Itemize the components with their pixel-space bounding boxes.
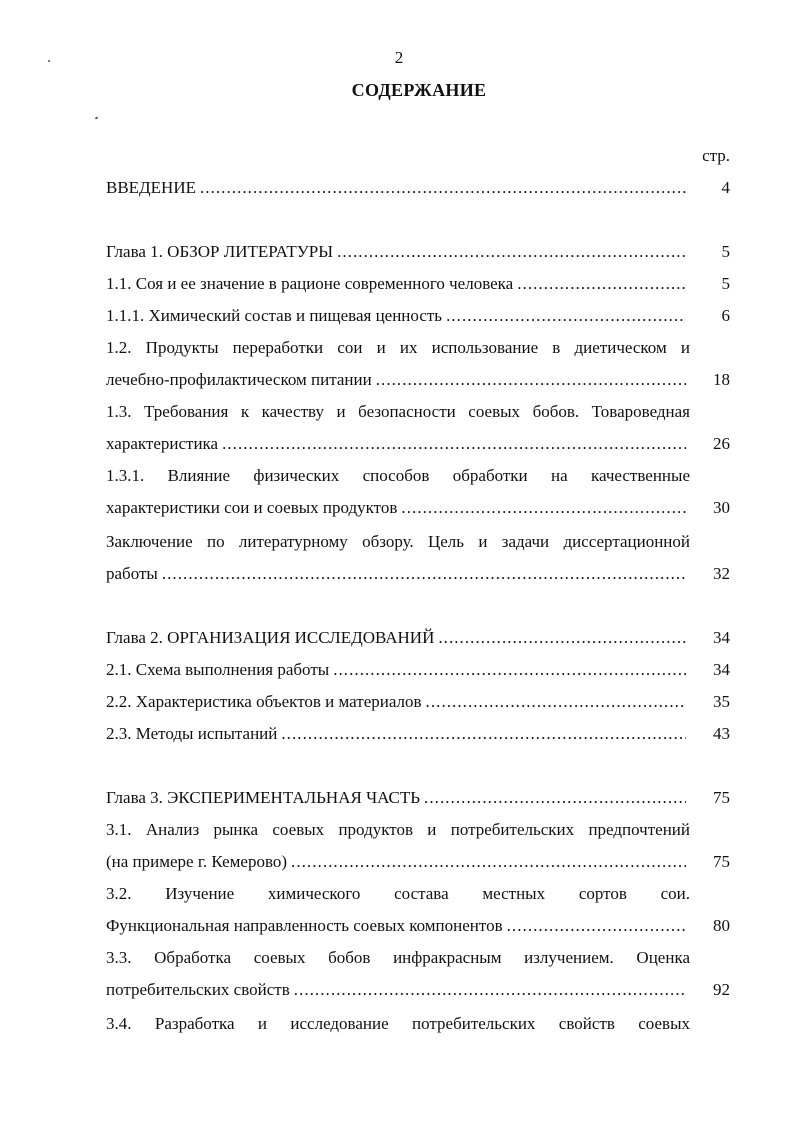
toc-entry[interactable] xyxy=(106,368,730,392)
toc-entry[interactable] xyxy=(106,272,730,296)
dot-leader xyxy=(438,626,686,650)
toc-entry-continued[interactable]: 1.3. Требования к качеству и безопасности соевых бобов. Товароведная xyxy=(106,402,690,421)
toc-entry-page: 92 xyxy=(713,980,730,999)
dot-leader xyxy=(426,690,686,714)
toc-entry-continued[interactable]: Заключение по литературному обзору. Цель и задачи диссертационной xyxy=(106,532,690,551)
toc-entry-text: ВВЕДЕНИЕ xyxy=(106,178,196,197)
toc-entry-continued[interactable]: 1.2. Продукты переработки сои и их использование в диетическом и xyxy=(106,338,690,357)
dot-leader xyxy=(222,432,686,456)
toc-entry-text: характеристика xyxy=(106,434,219,453)
dot-leader xyxy=(281,722,686,746)
toc-entry-page: 6 xyxy=(721,306,730,325)
toc-entry-text: 1.1. Соя и ее значение в рационе современного человека xyxy=(106,274,514,293)
toc-entry-text: потребительских свойств xyxy=(106,980,290,999)
toc-entry-page: 18 xyxy=(713,370,730,389)
toc-entry-text: 2.2. Характеристика объектов и материалов xyxy=(106,692,422,711)
toc-entry-continued[interactable]: 3.4. Разработка и исследование потребительских свойств соевых xyxy=(106,1014,690,1033)
toc-entry[interactable] xyxy=(106,176,730,200)
toc-entry-text: Глава 2. ОРГАНИЗАЦИЯ ИССЛЕДОВАНИЙ xyxy=(106,628,435,647)
dot-leader xyxy=(376,368,686,392)
toc-entry-continued[interactable]: 3.2. Изучение химического состава местных сортов сои. xyxy=(106,884,690,903)
toc-entry-text: Глава 3. ЭКСПЕРИМЕНТАЛЬНАЯ ЧАСТЬ xyxy=(106,788,421,807)
toc-entry-page: 26 xyxy=(713,434,730,453)
toc-entry-text: Глава 1. ОБЗОР ЛИТЕРАТУРЫ xyxy=(106,242,334,261)
toc-entry-page: 75 xyxy=(713,788,730,807)
toc-entry[interactable] xyxy=(106,240,730,264)
toc-entry[interactable] xyxy=(106,978,730,1002)
toc-entry-page: 30 xyxy=(713,498,730,517)
page-column-label: стр. xyxy=(702,146,730,165)
toc-entry-text: 2.3. Методы испытаний xyxy=(106,724,278,743)
toc-entry-page: 43 xyxy=(713,724,730,743)
toc-entry-text: (на примере г. Кемерово) xyxy=(106,852,288,871)
toc-entry-page: 5 xyxy=(721,274,730,293)
dot-leader xyxy=(446,304,686,328)
page-number: 2 xyxy=(394,48,404,67)
toc-entry[interactable] xyxy=(106,562,730,586)
dot-leader xyxy=(337,240,686,264)
toc-entry-text: работы xyxy=(106,564,158,583)
dot-leader xyxy=(507,914,686,938)
toc-entry[interactable] xyxy=(106,432,730,456)
toc-entry[interactable] xyxy=(106,690,730,714)
toc-entry-text: лечебно-профилактическом питании xyxy=(106,370,372,389)
toc-entry-text: характеристики сои и соевых продуктов xyxy=(106,498,398,517)
toc-entry-continued[interactable]: 1.3.1. Влияние физических способов обработки на качественные xyxy=(106,466,690,485)
toc-entry[interactable] xyxy=(106,850,730,874)
toc-entry[interactable] xyxy=(106,786,730,810)
page-title: СОДЕРЖАНИЕ xyxy=(351,80,487,100)
toc-entry-page: 5 xyxy=(721,242,730,261)
toc-entry[interactable] xyxy=(106,496,730,520)
toc-entry-page: 34 xyxy=(713,660,730,679)
toc-entry-page: 80 xyxy=(713,916,730,935)
toc-entry[interactable] xyxy=(106,626,730,650)
dot-leader xyxy=(294,978,686,1002)
dot-leader xyxy=(200,176,686,200)
toc-entry-continued[interactable]: 3.3. Обработка соевых бобов инфракрасным излучением. Оценка xyxy=(106,948,690,967)
dot-leader xyxy=(424,786,686,810)
toc-entry[interactable] xyxy=(106,304,730,328)
toc-entry-continued[interactable]: 3.1. Анализ рынка соевых продуктов и потребительских предпочтений xyxy=(106,820,690,839)
dot-leader xyxy=(162,562,686,586)
toc-entry[interactable] xyxy=(106,914,730,938)
toc-entry-page: 4 xyxy=(721,178,730,197)
toc-entry-page: 32 xyxy=(713,564,730,583)
dot-leader xyxy=(517,272,686,296)
toc-entry[interactable] xyxy=(106,658,730,682)
toc-entry[interactable] xyxy=(106,722,730,746)
dot-leader xyxy=(401,496,686,520)
toc-entry-text: 1.1.1. Химический состав и пищевая ценность xyxy=(106,306,443,325)
toc-entry-page: 75 xyxy=(713,852,730,871)
toc-entry-page: 34 xyxy=(713,628,730,647)
toc-entry-text: Функциональная направленность соевых компонентов xyxy=(106,916,503,935)
dot-leader xyxy=(333,658,686,682)
dot-leader xyxy=(291,850,686,874)
toc-entry-page: 35 xyxy=(713,692,730,711)
toc-entry-text: 2.1. Схема выполнения работы xyxy=(106,660,330,679)
